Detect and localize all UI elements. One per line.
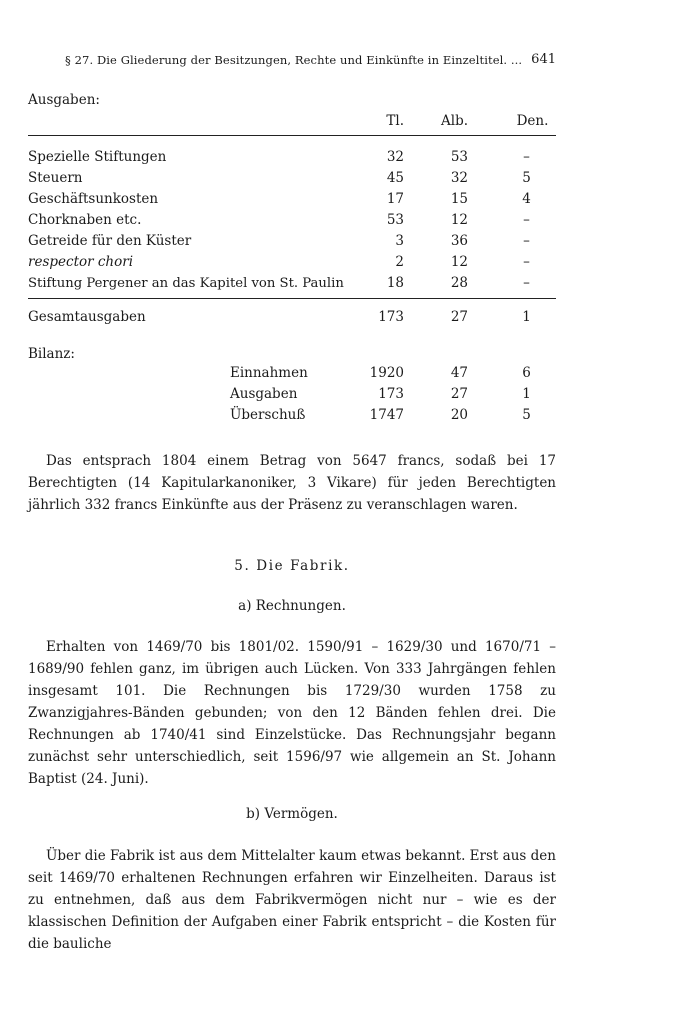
row-den: 4 [522, 191, 531, 207]
row-label: Einnahmen [230, 365, 308, 381]
row-den: 6 [522, 365, 531, 381]
row-tl: 2 [395, 254, 404, 270]
paragraph-text: Erhalten von 1469/70 bis 1801/02. 1590/91 – 1629/30 und 1670/71 – 1689/90 fehlen ganz, im übrigen auch Lücken. Von 333 Jahrgängen fehlen insgesamt 101. Die Rechnungen bis 1729/30 wurden 1758 zu Zwanzigjahres-Bänden gebunden; von den 12 Bänden fehlen drei. Die Rechnungen ab 1740/41 sind Einzelstücke. Das Rechnungsjahr begann zunächst sehr unterschiedlich, seit 1596/97 wie allgemein an St. Johann Baptist (24. Juni). [28, 639, 556, 787]
row-den: – [523, 233, 530, 249]
subheading-vermoegen: b) Vermögen. [246, 806, 338, 822]
paragraph-vermoegen [28, 845, 556, 955]
page-number: 641 [531, 52, 556, 67]
total-alb: 27 [450, 309, 468, 325]
row-den: 1 [522, 386, 531, 402]
paragraph-praesenz [28, 450, 556, 516]
row-alb: 36 [450, 233, 468, 249]
row-alb: 28 [450, 275, 468, 291]
row-tl: 3 [395, 233, 404, 249]
row-label: Steuern [28, 170, 83, 186]
row-den: – [523, 275, 530, 291]
row-label: Spezielle Stiftungen [28, 149, 167, 165]
row-alb: 20 [450, 407, 468, 423]
row-label: respector chori [28, 254, 134, 270]
row-tl: 1920 [369, 365, 404, 381]
row-alb: 32 [450, 170, 468, 186]
paragraph-text: Über die Fabrik ist aus dem Mittelalter kaum etwas bekannt. Erst aus den seit 1469/70 erhaltenen Rechnungen erfahren wir Einzelheiten. Daraus ist zu entnehmen, daß aus dem Fabrikvermögen nicht nur – wie es der klassischen Definition der Aufgaben einer Fabrik entspricht – die Kosten für die bauliche [28, 848, 556, 952]
ausgaben-label: Ausgaben: [28, 92, 100, 108]
row-label: Ausgaben [230, 386, 298, 402]
row-label: Stiftung Pergener an das Kapitel von St. Paulin [28, 276, 344, 291]
row-alb: 15 [450, 191, 468, 207]
row-tl: 17 [386, 191, 404, 207]
row-den: – [523, 254, 530, 270]
section-heading: 5. Die Fabrik. [234, 558, 350, 574]
row-label: Chorknaben etc. [28, 212, 142, 228]
row-alb: 27 [450, 386, 468, 402]
row-alb: 53 [450, 149, 468, 165]
row-label: Getreide für den Küster [28, 233, 192, 249]
header-title: § 27. Die Gliederung der Besitzungen, Rechte und Einkünfte in Einzeltitel. ... [65, 53, 523, 67]
row-label: Überschuß [230, 407, 306, 423]
row-den: – [523, 149, 530, 165]
total-label: Gesamtausgaben [28, 309, 146, 325]
paragraph-text: Das entsprach 1804 einem Betrag von 5647 francs, sodaß bei 17 Berechtigten (14 Kapitularkanoniker, 3 Vikare) für jeden Berechtigten jährlich 332 francs Einkünfte aus der Präsenz zu veranschlagen waren. [28, 453, 556, 513]
running-header [65, 50, 556, 70]
total-den: 1 [522, 309, 531, 325]
table-top-rule [28, 135, 556, 136]
bilanz-label: Bilanz: [28, 346, 75, 362]
table-sum-rule [28, 298, 556, 299]
row-alb: 12 [450, 254, 468, 270]
row-tl: 173 [378, 386, 404, 402]
row-tl: 53 [386, 212, 404, 228]
row-tl: 32 [386, 149, 404, 165]
row-den: – [523, 212, 530, 228]
subheading-rechnungen: a) Rechnungen. [238, 598, 346, 614]
row-label: Geschäftsunkosten [28, 191, 159, 207]
row-tl: 45 [386, 170, 404, 186]
row-den: 5 [522, 170, 531, 186]
total-tl: 173 [378, 309, 404, 325]
column-header-den: Den. [516, 113, 549, 129]
row-alb: 12 [450, 212, 468, 228]
column-header-alb: Alb. [441, 113, 468, 129]
column-header-tl: Tl. [386, 113, 404, 129]
paragraph-rechnungen [28, 636, 556, 790]
row-tl: 18 [386, 275, 404, 291]
row-tl: 1747 [369, 407, 404, 423]
row-den: 5 [522, 407, 531, 423]
row-alb: 47 [450, 365, 468, 381]
